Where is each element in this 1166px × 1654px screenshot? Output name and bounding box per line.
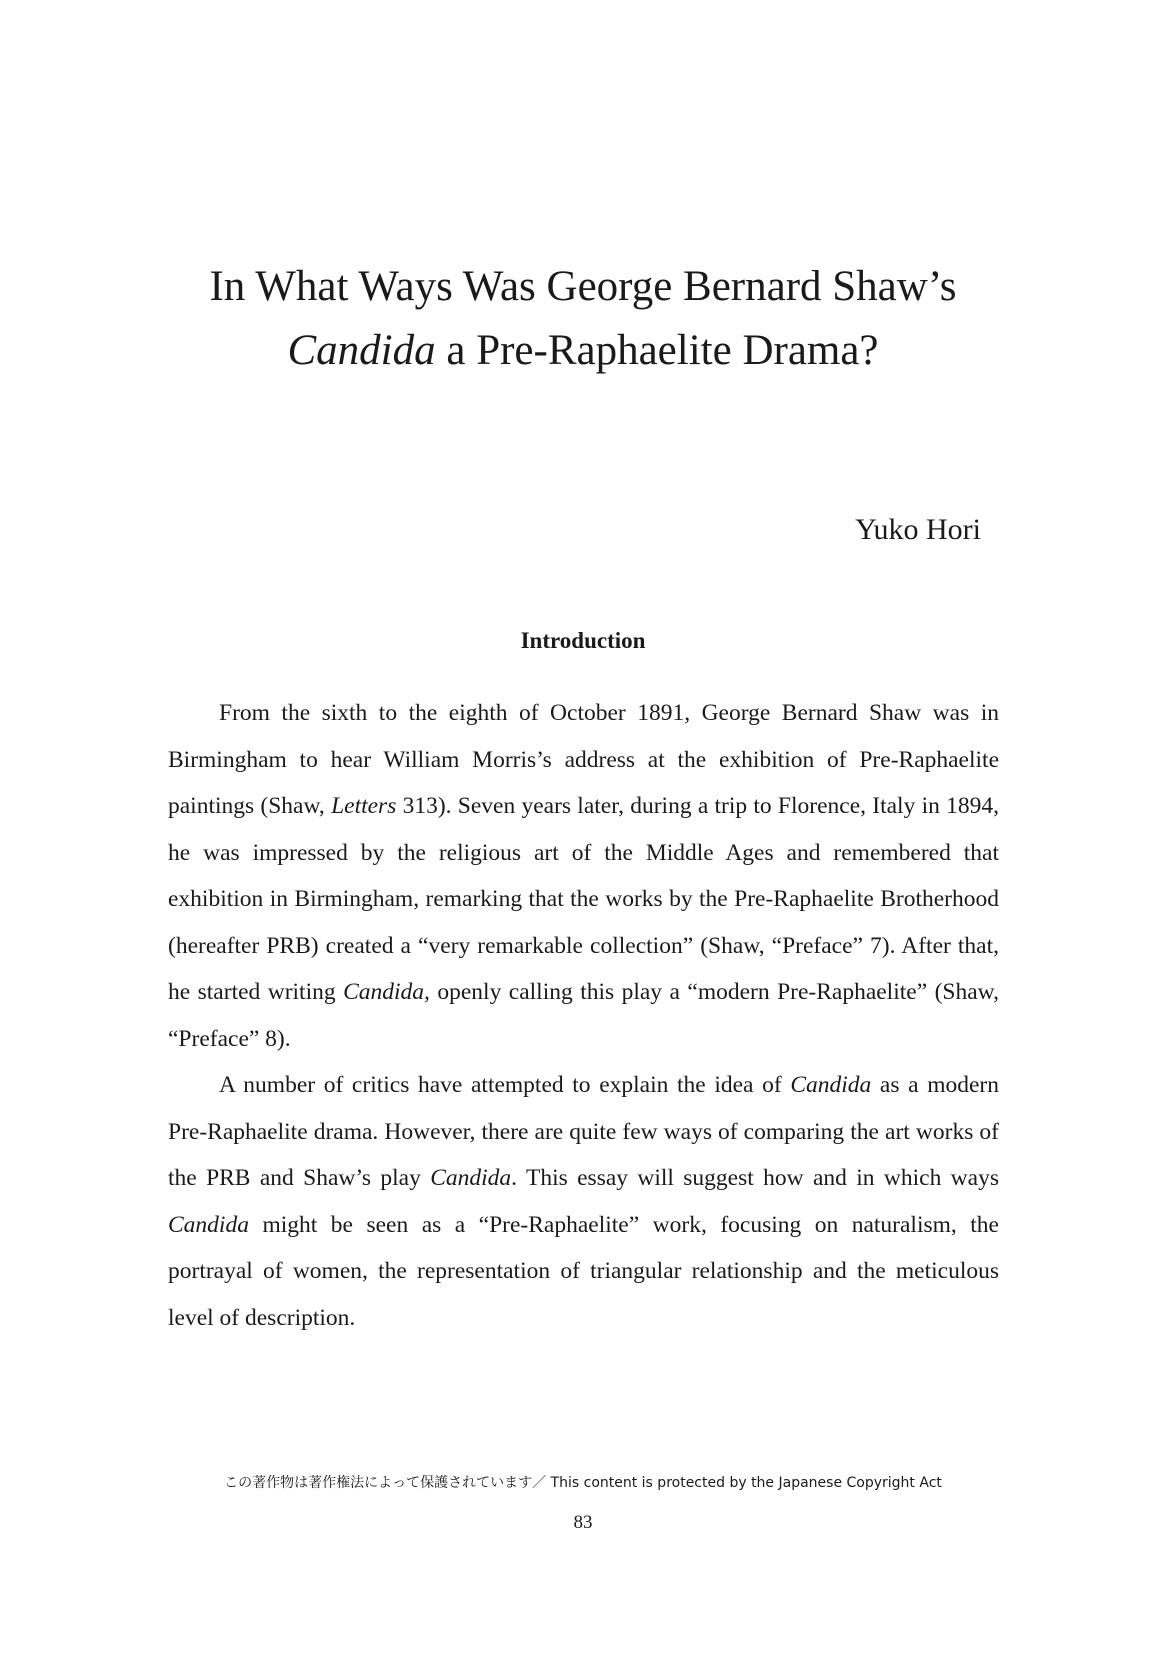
paragraph-2-text-b: as a modern Pre-Raphaelite drama. However, there are quite few ways of comparing the art works of the PRB and Shaw’s play bbox=[168, 1072, 999, 1191]
copyright-notice: この著作物は著作権法によって保護されています／ This content is protected by the Japanese Copyright Act bbox=[224, 1475, 942, 1491]
paragraph-1 bbox=[168, 690, 999, 1062]
paragraph-1-italic-candida: Candida, bbox=[343, 979, 430, 1005]
paragraph-1-text-a: From the sixth to the eighth of October 1891, George Bernard Shaw was in Birmingham to hear William Morris’s address at the exhibition of Pre-Raphaelite paintings (Shaw, bbox=[168, 700, 999, 819]
paragraph-2-italic-candida-3: Candida bbox=[168, 1211, 249, 1238]
paragraph-2-text-a: A number of critics have attempted to explain the idea of bbox=[219, 1072, 791, 1098]
title-line-2 bbox=[0, 319, 1166, 383]
title-line-2-rest: a Pre-Raphaelite Drama? bbox=[435, 327, 879, 374]
author-name: Yuko Hori bbox=[855, 513, 981, 546]
title-line-1: In What Ways Was George Bernard Shaw’s bbox=[209, 263, 957, 310]
paragraph-2-text-d: might be seen as a “Pre-Raphaelite” work, focusing on naturalism, the portrayal of women, the representation of triangular relationship and the meticulous level of description. bbox=[168, 1211, 999, 1331]
paragraph-1-text-b: 313). Seven years later, during a trip to Florence, Italy in 1894, he was impressed by the religious art of the Middle Ages and remembered that exhibition in Birmingham, remarking that the works by the Pre-Raphaelite Brotherhood (hereafter PRB) created a “very remarkable collection” (Shaw, “Preface” 7). After that, he started writing bbox=[168, 793, 999, 1005]
section-heading-introduction: Introduction bbox=[520, 628, 646, 653]
paragraph-2-italic-candida-2: Candida bbox=[430, 1165, 512, 1191]
body-text bbox=[168, 690, 999, 1341]
paragraph-1-text-c: openly calling this play a “modern Pre-Raphaelite” (Shaw, “Preface” 8). bbox=[168, 979, 999, 1052]
paragraph-2-text-c: . This essay will suggest how and in which ways bbox=[511, 1165, 999, 1191]
paragraph-1-italic-letters: Letters bbox=[331, 793, 397, 819]
paper-title bbox=[0, 255, 1166, 383]
paragraph-2 bbox=[168, 1062, 999, 1341]
paragraph-2-italic-candida-1: Candida bbox=[790, 1072, 872, 1098]
page-number: 83 bbox=[573, 1512, 593, 1533]
title-italic-candida: Candida bbox=[287, 327, 436, 374]
